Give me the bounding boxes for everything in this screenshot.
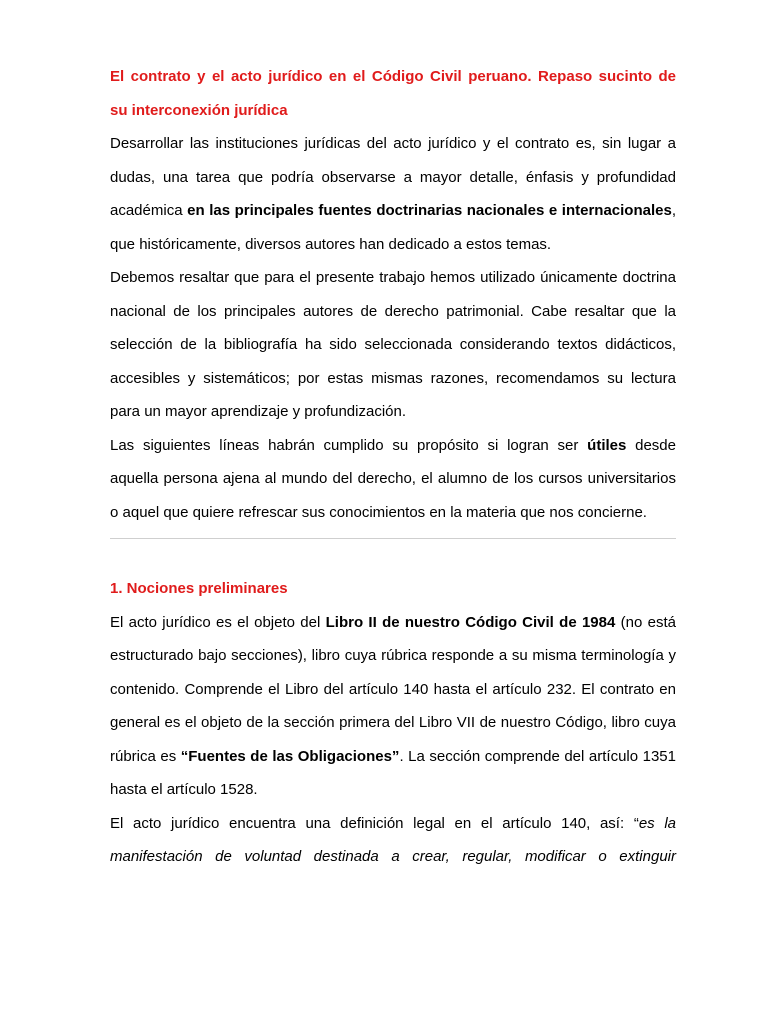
intro-paragraph-1 xyxy=(110,127,676,261)
intro-p3-bold: útiles xyxy=(587,436,627,454)
s1-p1-bold: Libro II de nuestro Código Civil de 1984 xyxy=(325,613,616,631)
intro-paragraph-3 xyxy=(110,429,676,530)
document-title xyxy=(110,60,676,127)
section-1-paragraph-2 xyxy=(110,807,676,874)
intro-p3-text: Las siguientes líneas habrán cumplido su propósito si logran ser xyxy=(110,436,588,454)
title-line-1: El contrato y el acto jurídico en el Código Civil peruano. Repaso sucinto de xyxy=(110,68,676,85)
intro-p1-text: Desarrollar las instituciones jurídicas del acto jurídico y el contrato es, sin lugar a dudas, una tarea que podría observarse a mayor detalle, énfasis y profundidad académica xyxy=(110,135,676,219)
section-1-paragraph-1 xyxy=(110,606,676,807)
s1-p1-text: El acto jurídico es el objeto del xyxy=(110,613,326,631)
intro-paragraph-2: Debemos resaltar que para el presente trabajo hemos utilizado únicamente doctrina nacional de los principales autores de derecho patrimonial. Cabe resaltar que la selección de la bibliografía ha sido seleccionada considerando textos didácticos, accesibles y sistemáticos; por estas mismas razones, recomendamos su lectura para un mayor aprendizaje y profundización. xyxy=(110,269,676,420)
s1-p2-italic: es la manifestación de voluntad destinada a crear, regular, modificar o extinguir xyxy=(110,814,676,865)
intro-p3-end: desde aquella persona ajena al mundo del derecho, el alumno de los cursos universitarios o aquel que quiere refrescar sus conocimientos en la materia que nos concierne. xyxy=(110,436,676,521)
section-divider xyxy=(110,538,676,539)
s1-p1-bold-2: “Fuentes de las Obligaciones” xyxy=(180,747,400,765)
s1-p2-text: El acto jurídico encuentra una definición legal en el artículo 140, así: “ xyxy=(110,814,639,832)
document-page xyxy=(110,60,676,874)
section-1-heading: 1. Nociones preliminares xyxy=(110,580,288,597)
s1-p1-end-2: . La sección comprende del artículo 1351 hasta el artículo 1528. xyxy=(110,747,676,798)
intro-p1-end: , que históricamente, diversos autores han dedicado a estos temas. xyxy=(110,202,676,253)
title-line-2: su interconexión jurídica xyxy=(110,101,288,119)
intro-p1-bold: en las principales fuentes doctrinarias nacionales e internacionales xyxy=(187,202,672,219)
s1-p1-end: (no está estructurado bajo secciones), libro cuya rúbrica responde a su misma terminología y contenido. Comprende el Libro del artículo 140 hasta el artículo 232. El contrato en general es el objeto de la sección primera del Libro VII de nuestro Código, libro cuya rúbrica es xyxy=(110,613,676,765)
